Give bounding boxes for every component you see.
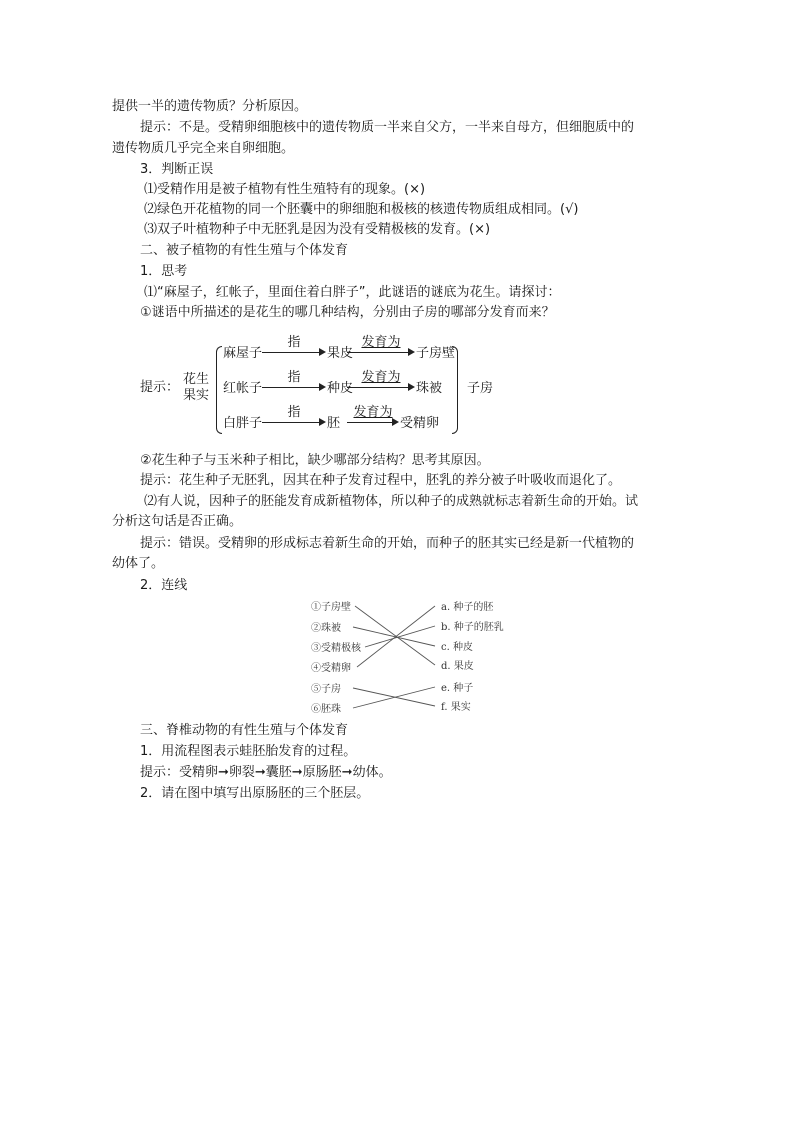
diagram-item: 种皮 [327, 381, 354, 396]
diagram-item: 麻屋子 [223, 346, 263, 361]
arrow-指: 指 [262, 368, 326, 388]
question-continuation: 提供一半的遗传物质？分析原因。 [112, 99, 308, 114]
diagram-item: 果皮 [327, 346, 354, 361]
arrow-develop: 发育为 [347, 403, 399, 423]
diagram-right-label: 子房 [467, 381, 494, 396]
subsection-title: 1．思考 [140, 264, 188, 279]
hint-text-cont: 幼体了。 [112, 556, 165, 571]
judge-item: ⑵绿色开花植物的同一个胚囊中的卵细胞和极核的核遗传物质组成相同。(√) [144, 202, 579, 217]
subsection-title: 2．连线 [140, 578, 188, 593]
section-title: 三、脊椎动物的有性生殖与个体发育 [140, 723, 349, 738]
diagram-item: 胚 [327, 416, 341, 431]
arrow-develop: 发育为 [347, 368, 415, 388]
match-line [357, 606, 435, 667]
left-brace [216, 346, 222, 434]
diagram-item: 白胖子 [223, 416, 263, 431]
diagram-item: 子房壁 [416, 346, 456, 361]
hint-text: 提示：不是。受精卵细胞核中的遗传物质一半来自父方，一半来自母方，但细胞质中的 [140, 120, 635, 135]
question-text-cont: 分析这句话是否正确。 [112, 514, 243, 529]
match-left-item: ④受精卵 [311, 663, 351, 674]
judge-title: 3．判断正误 [140, 162, 214, 177]
diagram-root-label: 花生 [183, 372, 210, 387]
diagram-item: 红帐子 [223, 381, 263, 396]
question-text: ⑵有人说，因种子的胚能发育成新植物体，所以种子的成熟就标志着新生命的开始。试 [144, 494, 639, 509]
match-right-item: b. 种子的胚乳 [441, 622, 504, 633]
arrow-指: 指 [262, 403, 326, 423]
match-left-item: ①子房壁 [311, 602, 351, 613]
match-left-item: ⑤子房 [311, 684, 341, 695]
match-line [353, 687, 435, 708]
question-text: ⑴“麻屋子，红帐子，里面住着白胖子”，此谜语的谜底为花生。请探讨： [144, 285, 561, 300]
question-text: ①谜语中所描述的是花生的哪几种结构，分别由子房的哪部分发育而来？ [140, 305, 555, 320]
match-right-item: d. 果皮 [441, 661, 474, 672]
judge-item: ⑶双子叶植物种子中无胚乳是因为没有受精极核的发育。(×) [144, 222, 491, 237]
diagram-root-label: 果实 [183, 388, 210, 403]
diagram-item: 受精卵 [400, 416, 440, 431]
match-left-item: ③受精极核 [311, 643, 361, 654]
match-left-item: ⑥胚珠 [311, 704, 341, 715]
arrow-develop: 发育为 [347, 333, 415, 353]
arrow-指: 指 [262, 333, 326, 353]
match-right-item: f. 果实 [441, 702, 471, 713]
hint-text: 提示：受精卵➞卵裂➞囊胚➞原肠胚➞幼体。 [140, 765, 392, 780]
question-text: 1．用流程图表示蛙胚胎发育的过程。 [140, 744, 357, 759]
hint-label: 提示： [140, 380, 180, 395]
question-text: ②花生种子与玉米种子相比，缺少哪部分结构？思考其原因。 [140, 453, 490, 468]
match-left-item: ②珠被 [311, 623, 341, 634]
match-line [353, 688, 435, 706]
diagram-item: 珠被 [416, 381, 443, 396]
match-right-item: a. 种子的胚 [441, 602, 494, 613]
judge-item: ⑴受精作用是被子植物有性生殖特有的现象。(×) [144, 182, 426, 197]
matching-diagram [305, 596, 530, 716]
match-right-item: e. 种子 [441, 683, 474, 694]
hint-text: 提示：错误。受精卵的形成标志着新生命的开始，而种子的胚其实已经是新一代植物的 [140, 536, 635, 551]
match-right-item: c. 种皮 [441, 642, 473, 653]
section-title: 二、被子植物的有性生殖与个体发育 [140, 243, 349, 258]
question-text: 2．请在图中填写出原肠胚的三个胚层。 [140, 786, 370, 801]
hint-text-cont: 遗传物质几乎完全来自卵细胞。 [112, 141, 295, 156]
hint-text: 提示：花生种子无胚乳，因其在种子发育过程中，胚乳的养分被子叶吸收而退化了。 [140, 473, 622, 488]
